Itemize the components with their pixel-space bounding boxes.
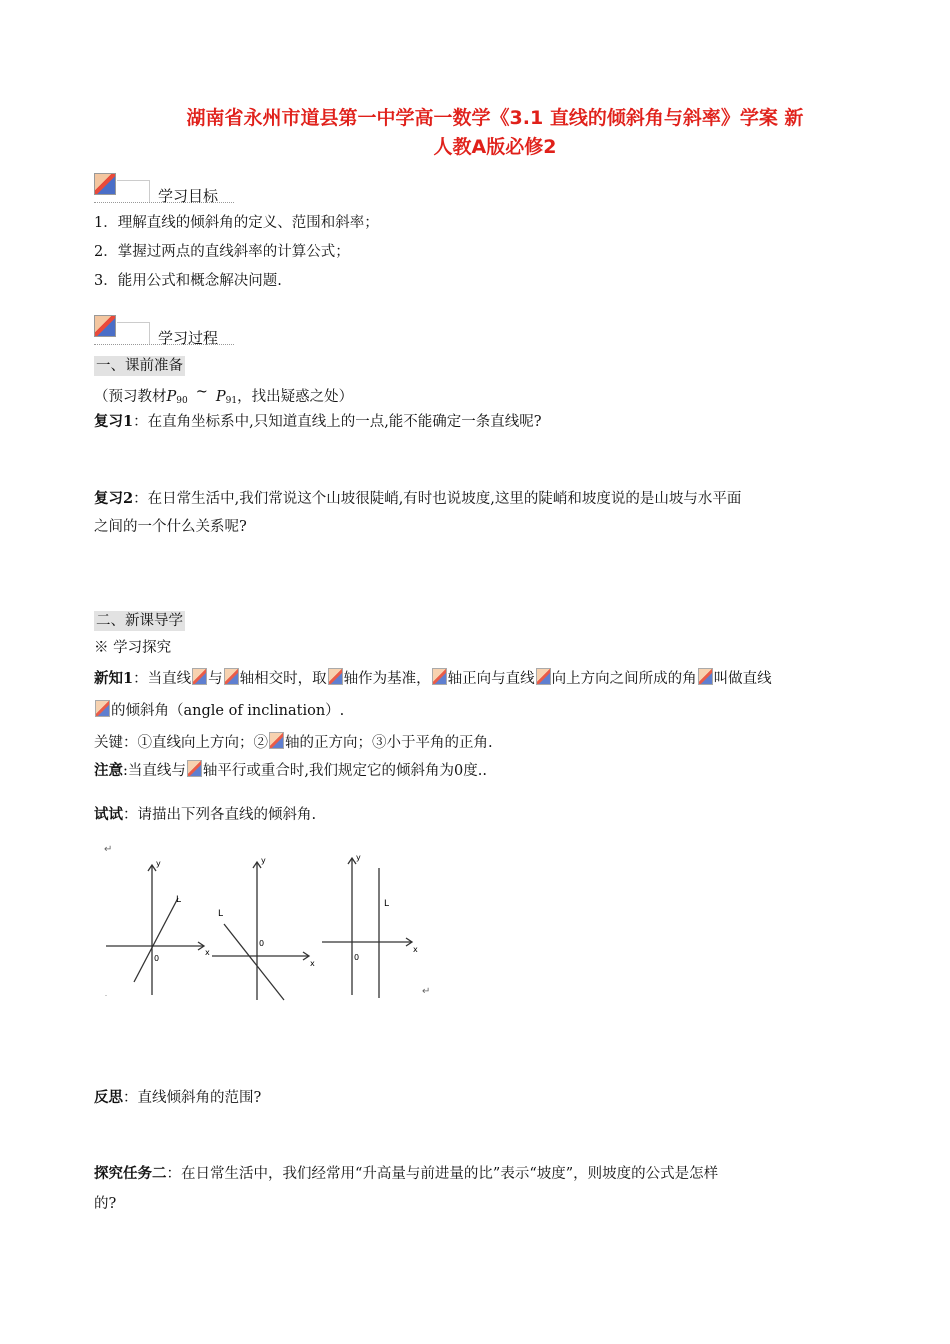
task-2-line-2: 的? xyxy=(94,1196,117,1212)
document-title xyxy=(100,104,890,162)
note-text-b: 轴平行或重合时,我们规定它的倾斜角为0度.. xyxy=(202,763,487,779)
reflect-label: 反思 xyxy=(94,1089,123,1106)
note-text-a: :当直线与 xyxy=(123,763,186,779)
goal-item-1: 1．理解直线的倾斜角的定义、范围和斜率； xyxy=(94,215,379,231)
key-text-b: 轴的正方向；③小于平角的正角. xyxy=(285,735,493,751)
goal-item-3: 3．能用公式和概念解决问题. xyxy=(94,273,282,289)
new-1-text: 当直线 xyxy=(147,671,192,687)
page-end: 91 xyxy=(225,396,238,406)
review-2-text-a: ：在日常生活中,我们 xyxy=(133,491,269,507)
key-text-a: 关键：①直线向上方向；② xyxy=(94,735,268,751)
banner-image-icon xyxy=(94,173,116,195)
task-2-text-a: ：在日常生活中，我们经常用“升高量与前进量的比”表示“坡度”，则坡度的公式是怎样 xyxy=(166,1166,719,1182)
title-line-1: 湖南省永州市道县第一中学高一数学《3.1 直线的倾斜角与斜率》学案 新 xyxy=(186,107,804,129)
y-axis-label: y xyxy=(356,853,361,862)
origin-label: 0 xyxy=(259,939,265,948)
try-text: ：请描出下列各直线的倾斜角. xyxy=(123,807,317,823)
graph-3 xyxy=(322,853,418,998)
formula-image-icon xyxy=(269,732,284,749)
reflection xyxy=(94,1087,261,1109)
goals-heading: 学习目标 xyxy=(158,187,219,205)
new-1-text: 叫做直线 xyxy=(713,671,772,687)
new-1-text: 轴正向与直线 xyxy=(447,671,535,687)
new-1-colon: ： xyxy=(133,671,148,687)
figure-mark-bottom: ↵ xyxy=(422,986,431,997)
review-2-line-2: 之间的一个什么关系呢? xyxy=(94,519,247,535)
review-2-label: 复习2 xyxy=(94,490,134,507)
line-label: L xyxy=(218,909,224,919)
page-letter: P xyxy=(215,389,226,405)
banner-frame xyxy=(117,322,150,345)
note xyxy=(94,760,487,782)
section-heading-new: 二、新课导学 xyxy=(96,613,183,629)
formula-image-icon xyxy=(224,668,239,685)
note-label: 注意 xyxy=(94,762,123,779)
banner-frame xyxy=(117,180,150,203)
line-label: L xyxy=(176,895,182,905)
formula-image-icon xyxy=(192,668,207,685)
line-l xyxy=(224,924,284,1000)
title-line-2: 人教A版必修2 xyxy=(433,136,557,158)
try-label: 试试 xyxy=(94,806,123,823)
inclination-angle-figure xyxy=(94,840,454,1010)
origin-label: 0 xyxy=(154,954,160,963)
key-points xyxy=(94,732,493,754)
preview-prefix: （预习教材 xyxy=(94,389,167,405)
graph-2 xyxy=(212,856,315,1000)
new-1-text: 轴作为基准， xyxy=(343,671,431,687)
new-1-text: 的倾斜角（angle of inclination）. xyxy=(111,703,345,719)
preview-note xyxy=(94,381,353,412)
section-heading-prep: 一、课前准备 xyxy=(96,358,183,374)
formula-image-icon xyxy=(536,668,551,685)
reflect-text: ：直线倾斜角的范围? xyxy=(123,1090,262,1106)
origin-label: 0 xyxy=(354,953,360,962)
banner-image-icon xyxy=(94,315,116,337)
formula-image-icon xyxy=(698,668,713,685)
process-heading: 学习过程 xyxy=(158,329,219,347)
review-1-label: 复习1 xyxy=(94,413,134,430)
new-1-text: 轴相交时，取 xyxy=(239,671,327,687)
x-axis-label: x xyxy=(413,945,418,954)
x-axis-label: x xyxy=(205,948,210,957)
formula-image-icon xyxy=(187,760,202,777)
graph-1 xyxy=(106,859,210,995)
task-2-line-1 xyxy=(94,1163,718,1185)
new-1-label: 新知1 xyxy=(94,670,134,687)
goal-item-2: 2．掌握过两点的直线斜率的计算公式； xyxy=(94,244,350,260)
review-2-text-b: 常说这个山坡很陡峭,有时也说坡度,这里的陡峭和坡度说的是山坡与水平面 xyxy=(268,491,742,507)
new-knowledge-1-line-2 xyxy=(94,700,344,722)
formula-image-icon xyxy=(432,668,447,685)
review-2-line-1 xyxy=(94,488,741,510)
line-label: L xyxy=(384,899,390,909)
figure-mark-top: ↵ xyxy=(104,844,113,855)
formula-image-icon xyxy=(328,668,343,685)
new-1-text: 向上方向之间所成的角 xyxy=(551,671,697,687)
review-1 xyxy=(94,411,542,433)
y-axis-label: y xyxy=(156,859,161,868)
preview-suffix: ，找出疑惑之处） xyxy=(237,389,354,405)
page-start: 90 xyxy=(176,396,188,406)
page-letter: P xyxy=(166,389,177,405)
line-l xyxy=(134,898,178,982)
explore-heading: ※ 学习探究 xyxy=(94,640,172,656)
review-1-text: ：在直角坐标系中,只知道直线上的一点,能不能确定一条直线呢? xyxy=(133,414,542,430)
y-axis-label: y xyxy=(261,856,266,865)
new-knowledge-1-line-1 xyxy=(94,668,772,690)
formula-image-icon xyxy=(95,700,110,717)
try-it xyxy=(94,804,316,826)
new-1-text: 与 xyxy=(208,671,223,687)
page-tilde: ~ xyxy=(195,384,208,400)
x-axis-label: x xyxy=(310,959,315,968)
task-2-label: 探究任务二 xyxy=(94,1165,167,1182)
